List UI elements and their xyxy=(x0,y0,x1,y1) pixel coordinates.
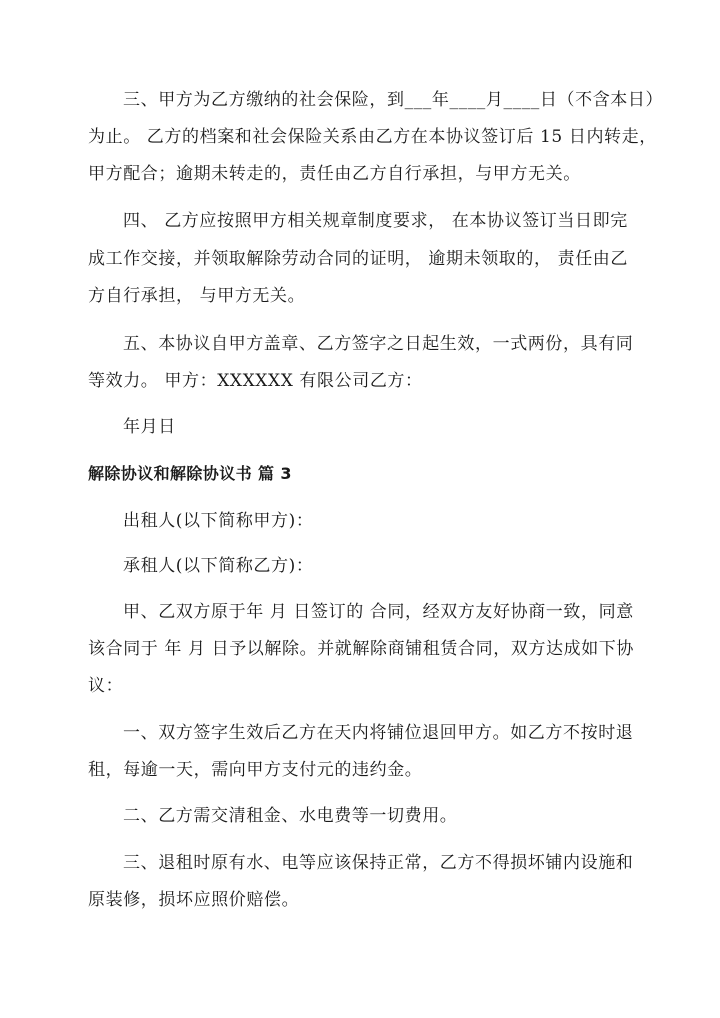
paragraph-line: 租，每逾一天，需向甲方支付元的违约金。 xyxy=(88,760,423,780)
paragraph-line: 三、甲方为乙方缴纳的社会保险，到___年____月____日（不含本日） xyxy=(123,90,664,110)
paragraph-line: 等效力。 甲方：XXXXXX 有限公司乙方： xyxy=(88,371,423,391)
paragraph-line: 甲、乙双方原于年 月 日签订的 合同，经双方友好协商一致，同意 xyxy=(123,602,634,622)
section-heading: 解除协议和解除协议书 篇 3 xyxy=(88,464,292,483)
paragraph-line: 该合同于 年 月 日予以解除。并就解除商铺租赁合同，双方达成如下协 xyxy=(88,639,635,659)
paragraph-line: 原装修，损坏应照价赔偿。 xyxy=(88,890,300,910)
paragraph-line: 方自行承担， 与甲方无关。 xyxy=(88,286,306,306)
paragraph-line: 甲方配合；逾期未转走的，责任由乙方自行承担，与甲方无关。 xyxy=(88,164,581,184)
paragraph-line: 议： xyxy=(88,676,124,696)
lessor-line: 出租人(以下简称甲方)： xyxy=(123,511,314,531)
paragraph-line: 为止。 乙方的档案和社会保险关系由乙方在本协议签订后 15 日内转走， xyxy=(88,127,657,147)
date-line: 年月日 xyxy=(123,417,176,437)
paragraph-line: 二、乙方需交清租金、水电费等一切费用。 xyxy=(123,806,458,826)
paragraph-line: 成工作交接，并领取解除劳动合同的证明， 逾期未领取的， 责任由乙 xyxy=(88,249,629,269)
paragraph-line: 三、退租时原有水、电等应该保持正常，乙方不得损坏铺内设施和 xyxy=(123,853,634,873)
paragraph-line: 五、本协议自甲方盖章、乙方签字之日起生效，一式两份，具有同 xyxy=(123,334,634,354)
lessee-line: 承租人(以下简称乙方)： xyxy=(123,556,314,576)
paragraph-line: 一、双方签字生效后乙方在天内将铺位退回甲方。如乙方不按时退 xyxy=(123,723,634,743)
paragraph-line: 四、 乙方应按照甲方相关规章制度要求， 在本协议签订当日即完 xyxy=(123,211,628,231)
